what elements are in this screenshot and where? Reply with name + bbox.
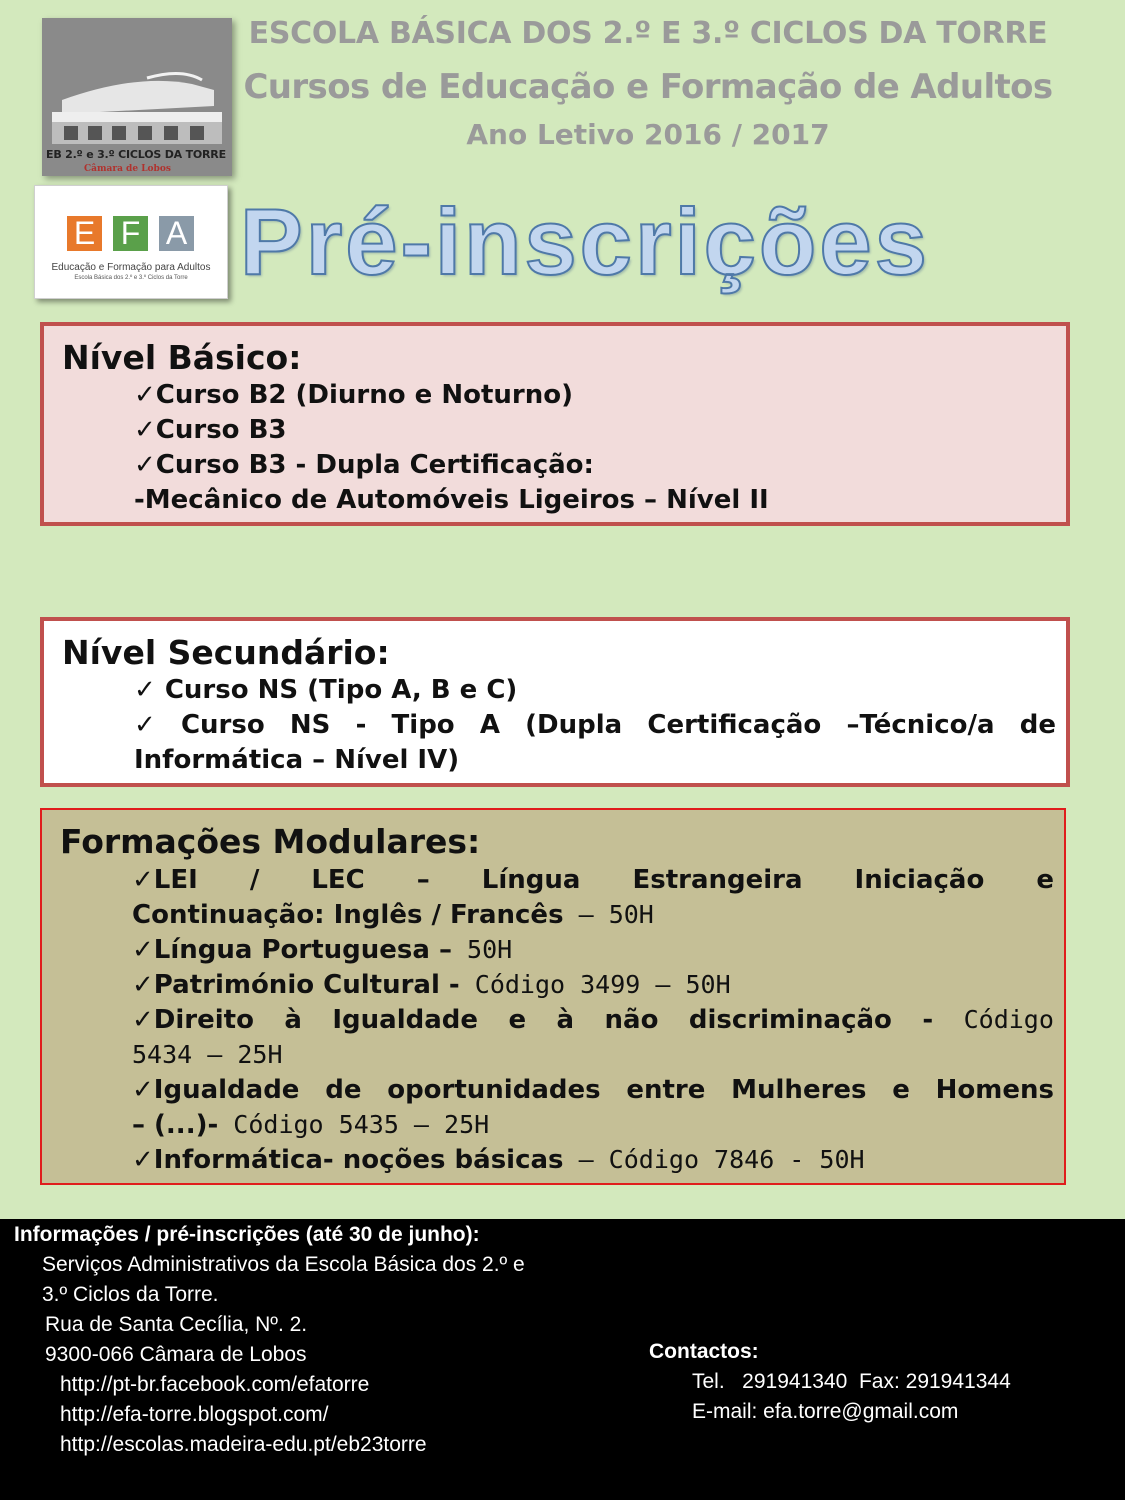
nivel-secundario-box xyxy=(40,617,1070,787)
word: Homens xyxy=(935,1075,1054,1105)
website-link[interactable]: http://escolas.madeira-edu.pt/eb23torre xyxy=(60,1433,427,1456)
word: não xyxy=(604,1005,659,1035)
school-logo-subcaption: Câmara de Lobos xyxy=(84,164,171,174)
list-item-continuation: Informática – Nível IV) xyxy=(134,745,460,775)
efa-logo-subcaption: Escola Básica dos 2.º e 3.º Ciclos da Torre xyxy=(74,275,188,281)
list-item xyxy=(132,1145,865,1175)
word: e xyxy=(1036,865,1054,895)
efa-logo xyxy=(34,185,228,299)
address-line: Serviços Administrativos da Escola Básica dos 2.º e xyxy=(42,1253,525,1276)
word: à xyxy=(284,1005,302,1035)
word: LEC xyxy=(311,865,365,895)
blog-link[interactable]: http://efa-torre.blogspot.com/ xyxy=(60,1403,329,1426)
footer xyxy=(0,1219,1125,1500)
nivel-secundario-title: Nível Secundário: xyxy=(62,633,390,672)
course-name: ✓Património Cultural - xyxy=(132,970,460,1000)
footer-heading: Informações / pré-inscrições (até 30 de junho): xyxy=(14,1223,480,1246)
word: NS xyxy=(289,710,331,740)
nivel-basico-box xyxy=(40,322,1070,526)
efa-logo-caption: Educação e Formação para Adultos xyxy=(51,262,211,273)
word: Certificação xyxy=(647,710,822,740)
course-name: ✓Informática- noções básicas xyxy=(132,1145,564,1175)
word: Igualdade xyxy=(332,1005,479,1035)
efa-letter-e: E xyxy=(67,216,102,251)
word: –Técnico/a xyxy=(846,710,995,740)
list-item: ✓ Curso NS (Tipo A, B e C) xyxy=(134,675,518,705)
word: Código xyxy=(963,1005,1054,1034)
word: de xyxy=(1019,710,1056,740)
course-hours: – 50H xyxy=(563,900,654,929)
word: ✓ xyxy=(134,710,156,740)
word: de xyxy=(325,1075,362,1105)
word: Estrangeira xyxy=(632,865,803,895)
list-item-continuation xyxy=(132,1110,489,1140)
word: – xyxy=(416,865,430,895)
course-code: Código 3499 – 50H xyxy=(459,970,731,999)
address-line: Rua de Santa Cecília, Nº. 2. xyxy=(45,1313,308,1336)
word: ✓Direito xyxy=(132,1005,254,1035)
contacts-title: Contactos: xyxy=(649,1340,759,1363)
course-code: – Código 7846 - 50H xyxy=(563,1145,865,1174)
word: Tipo xyxy=(391,710,455,740)
word: A xyxy=(479,710,500,740)
course-name: Continuação: Inglês / Francês xyxy=(132,900,564,930)
school-name: ESCOLA BÁSICA DOS 2.º E 3.º CICLOS DA TORRE xyxy=(248,16,1048,51)
address-line: 9300-066 Câmara de Lobos xyxy=(45,1343,307,1366)
list-item xyxy=(132,970,731,1000)
word: entre xyxy=(626,1075,706,1105)
word: Língua xyxy=(481,865,581,895)
word: ✓Igualdade xyxy=(132,1075,300,1105)
formacoes-modulares-box xyxy=(40,808,1066,1185)
program-title: Cursos de Educação e Formação de Adultos xyxy=(243,67,1053,107)
facebook-link[interactable]: http://pt-br.facebook.com/efatorre xyxy=(60,1373,370,1396)
school-logo-caption: EB 2.º e 3.º CICLOS DA TORRE xyxy=(46,148,226,161)
list-item xyxy=(132,865,1054,895)
word: - xyxy=(355,710,367,740)
list-item-continuation xyxy=(132,900,654,930)
phone-fax: Tel. 291941340 Fax: 291941344 xyxy=(692,1370,1011,1393)
list-item: ✓Curso B3 xyxy=(134,415,287,445)
word: oportunidades xyxy=(387,1075,601,1105)
word: (Dupla xyxy=(525,710,623,740)
course-name: ✓Língua Portuguesa – xyxy=(132,935,452,965)
list-item: -Mecânico de Automóveis Ligeiros – Nível II xyxy=(134,485,769,515)
list-item xyxy=(132,1075,1054,1105)
list-item: ✓Curso B2 (Diurno e Noturno) xyxy=(134,380,574,410)
word: Curso xyxy=(180,710,265,740)
word: discriminação xyxy=(688,1005,892,1035)
word: ✓LEI xyxy=(132,865,198,895)
nivel-basico-title: Nível Básico: xyxy=(62,338,302,377)
word: à xyxy=(556,1005,575,1035)
word: Iniciação xyxy=(854,865,985,895)
list-item-continuation: 5434 – 25H xyxy=(132,1040,283,1069)
course-name: – (...)- xyxy=(132,1110,219,1140)
list-item: ✓Curso B3 - Dupla Certificação: xyxy=(134,450,594,480)
page-title: Pré-inscrições xyxy=(240,189,930,294)
school-year: Ano Letivo 2016 / 2017 xyxy=(466,118,830,151)
word: e xyxy=(508,1005,527,1035)
list-item xyxy=(132,935,512,965)
course-hours: 50H xyxy=(452,935,513,964)
word: Mulheres xyxy=(731,1075,867,1105)
list-item xyxy=(132,1005,1054,1035)
word: / xyxy=(249,865,260,895)
formacoes-modulares-title: Formações Modulares: xyxy=(60,822,481,861)
list-item xyxy=(134,710,1056,740)
word: - xyxy=(922,1005,934,1035)
efa-letter-a: A xyxy=(159,216,194,251)
school-logo xyxy=(42,18,232,176)
word: e xyxy=(892,1075,910,1105)
efa-letter-f: F xyxy=(113,216,148,251)
address-line: 3.º Ciclos da Torre. xyxy=(42,1283,219,1306)
course-code: Código 5435 – 25H xyxy=(218,1110,490,1139)
email-address[interactable]: E-mail: efa.torre@gmail.com xyxy=(692,1400,959,1423)
